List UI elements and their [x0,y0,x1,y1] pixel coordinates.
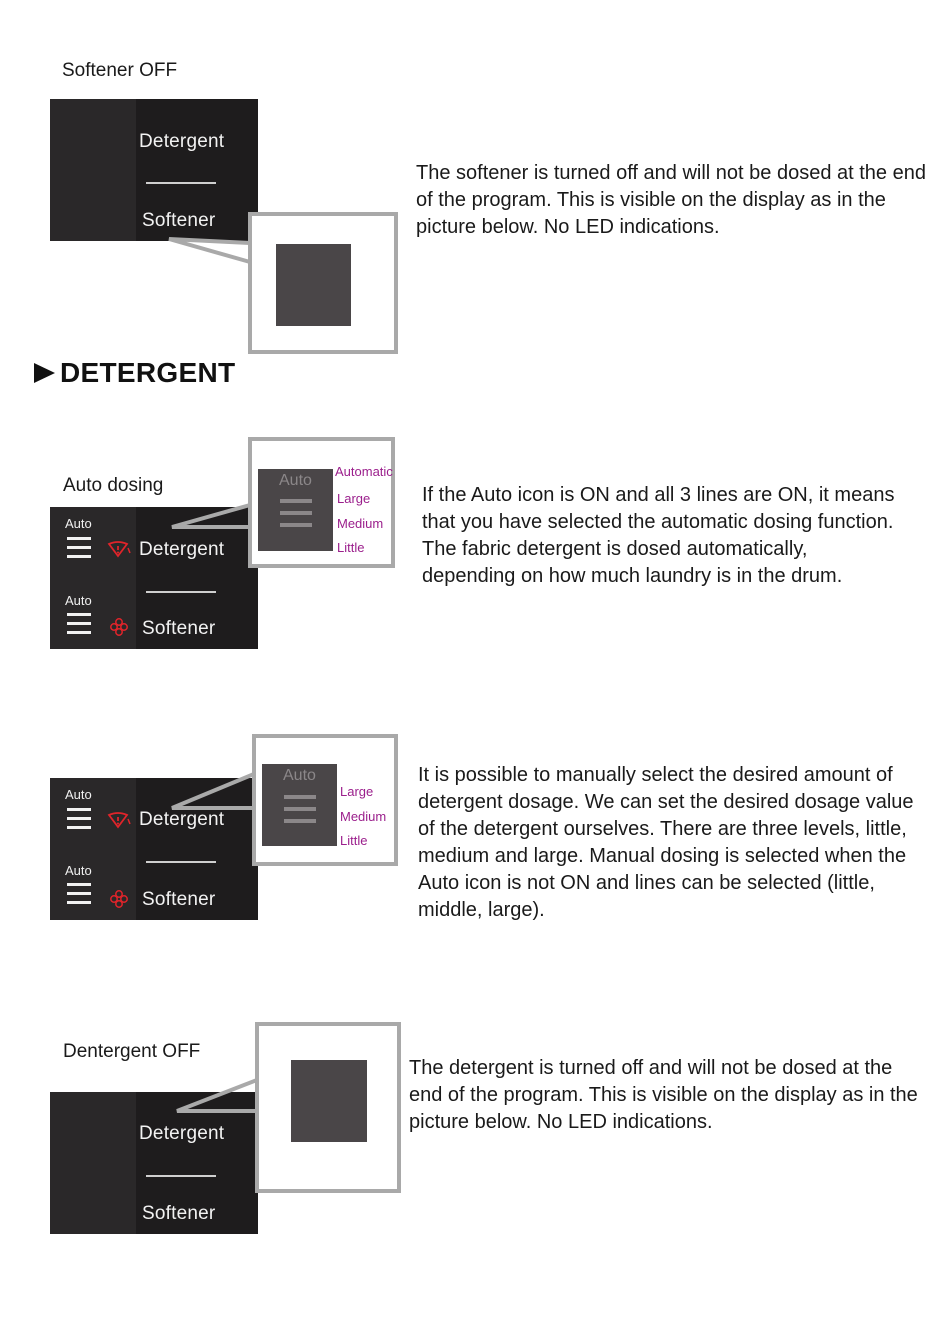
section2-caption: Auto dosing [63,475,164,496]
zoom-auto-label: Auto [279,472,312,489]
softener-label: Softener [142,618,216,639]
level-large: Large [340,784,374,799]
level-large: Large [337,491,371,506]
section2-description: If the Auto icon is ON and all 3 lines are ON, it means that you have selected the automatic dosing function. The fabric detergent is dosed automatically, depending on how much laundry is in the drum. [422,484,895,587]
detergent-label: Detergent [139,539,225,560]
auto-label-detergent: Auto [65,787,92,802]
section4-description: The detergent is turned off and will not be dosed at the end of the program. This is visible on the display as in the picture below. No LED indications. [409,1057,918,1133]
auto-label-softener: Auto [65,593,92,608]
level-medium: Medium [337,516,384,531]
auto-label-softener: Auto [65,863,92,878]
heading-text: DETERGENT [60,357,236,388]
section1-description: The softener is turned off and will not be dosed at the end of the program. This is visible on the display as in the picture below. No LED indications. [416,162,926,238]
section3-description: It is possible to manually select the desired amount of detergent dosage. We can set the desired dosage value of the detergent ourselves. There are three levels, little, medium and large. Manual dosing is selected when the Auto icon is not ON and lines can be selected (little, middle, large). [418,764,914,921]
zoom-auto-label: Auto [283,767,316,784]
softener-label: Softener [142,1203,216,1224]
softener-label: Softener [142,210,216,231]
auto-label-detergent: Auto [65,516,92,531]
level-little: Little [337,540,365,555]
detergent-label: Detergent [139,1123,225,1144]
level-automatic: Automatic [335,464,393,479]
level-little: Little [340,833,368,848]
detergent-label: Detergent [139,131,225,152]
level-medium: Medium [340,809,387,824]
softener-label: Softener [142,889,216,910]
section1-caption: Softener OFF [62,60,178,81]
detergent-label: Detergent [139,809,225,830]
section4-caption: Dentergent OFF [63,1041,201,1062]
